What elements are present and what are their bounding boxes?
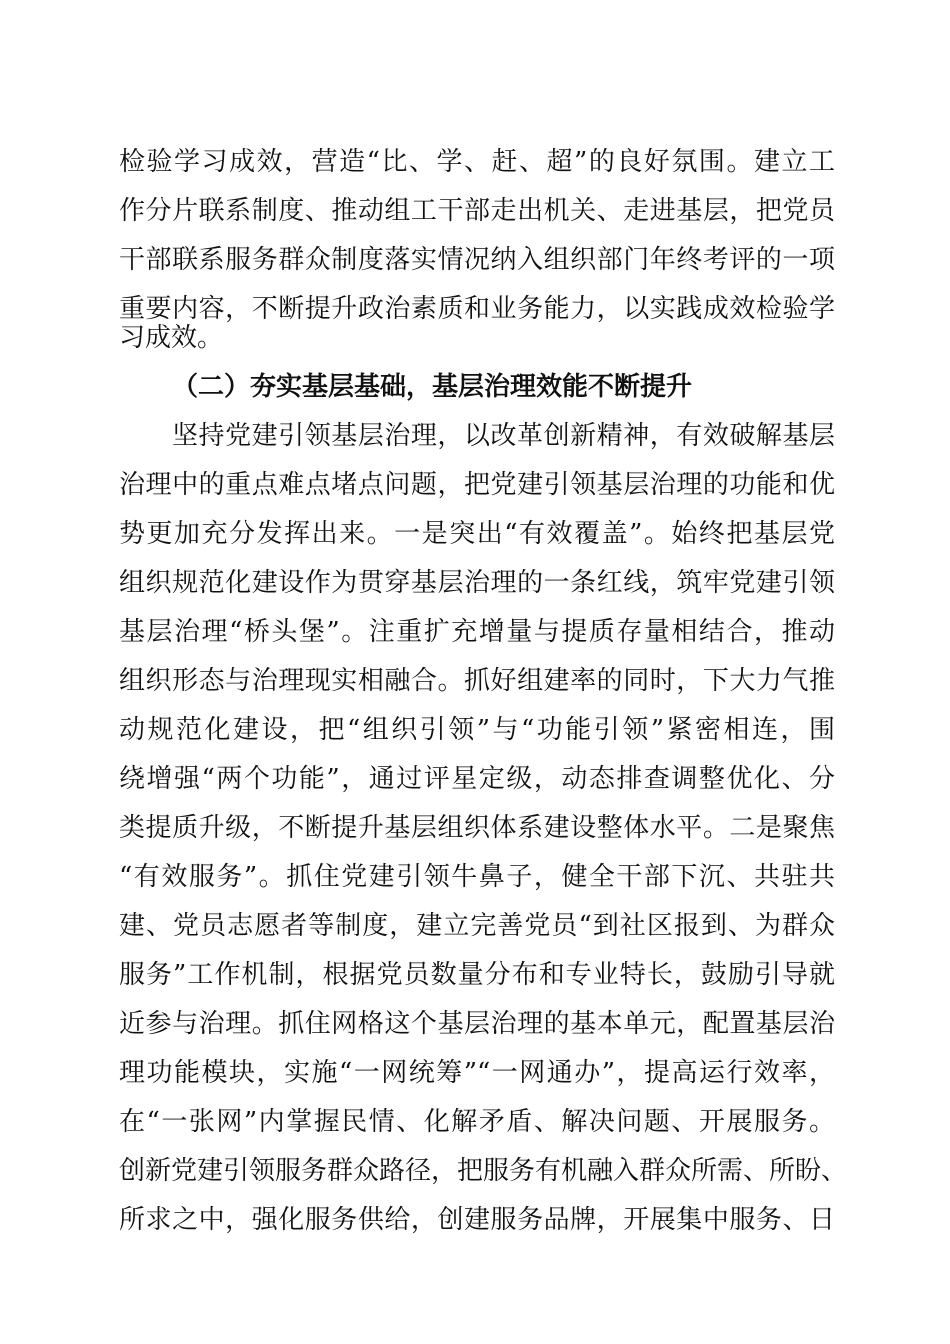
- paragraph-line: “有效服务”。抓住党建引领牛鼻子，健全干部下沉、共驻共: [119, 862, 835, 892]
- paragraph-line: 建、党员志愿者等制度，建立完善党员“到社区报到、为群众: [119, 911, 835, 941]
- paragraph-line: 服务”工作机制，根据党员数量分布和专业特长，鼓励引导就: [119, 960, 835, 990]
- paragraph-line: 作分片联系制度、推动组工干部走出机关、走进基层，把党员: [119, 196, 835, 226]
- paragraph-first-line: 坚持党建引领基层治理，以改革创新精神，有效破解基层: [172, 421, 835, 451]
- paragraph-line: 类提质升级，不断提升基层组织体系建设整体水平。二是聚焦: [119, 813, 835, 843]
- paragraph-line-last: 习成效。: [119, 323, 224, 353]
- paragraph-line: 在“一张网”内掌握民情、化解矛盾、解决问题、开展服务。: [119, 1107, 835, 1137]
- paragraph-line: 所求之中，强化服务供给，创建服务品牌，开展集中服务、日: [119, 1205, 835, 1235]
- paragraph-line: 绕增强“两个功能”，通过评星定级，动态排查调整优化、分: [119, 764, 835, 794]
- paragraph-line: 重要内容，不断提升政治素质和业务能力，以实践成效检验学: [119, 294, 835, 324]
- paragraph-line: 近参与治理。抓住网格这个基层治理的基本单元，配置基层治: [119, 1009, 835, 1039]
- paragraph-line: 治理中的重点难点堵点问题，把党建引领基层治理的功能和优: [119, 470, 835, 500]
- paragraph-line: 基层治理“桥头堡”。注重扩充增量与提质存量相结合，推动: [119, 617, 835, 647]
- paragraph-line: 干部联系服务群众制度落实情况纳入组织部门年终考评的一项: [119, 245, 835, 275]
- section-heading: （二）夯实基层基础，基层治理效能不断提升: [172, 372, 693, 402]
- paragraph-line: 动规范化建设，把“组织引领”与“功能引领”紧密相连，围: [119, 715, 835, 745]
- paragraph-line: 势更加充分发挥出来。一是突出“有效覆盖”。始终把基层党: [119, 519, 835, 549]
- paragraph-line: 组织形态与治理现实相融合。抓好组建率的同时，下大力气推: [119, 666, 835, 696]
- paragraph-line: 理功能模块，实施“一网统筹”“一网通办”，提高运行效率，: [119, 1058, 835, 1088]
- paragraph-line: 创新党建引领服务群众路径，把服务有机融入群众所需、所盼、: [119, 1156, 848, 1186]
- paragraph-line: 检验学习成效，营造“比、学、赶、超”的良好氛围。建立工: [119, 147, 835, 177]
- paragraph-line: 组织规范化建设作为贯穿基层治理的一条红线，筑牢党建引领: [119, 568, 835, 598]
